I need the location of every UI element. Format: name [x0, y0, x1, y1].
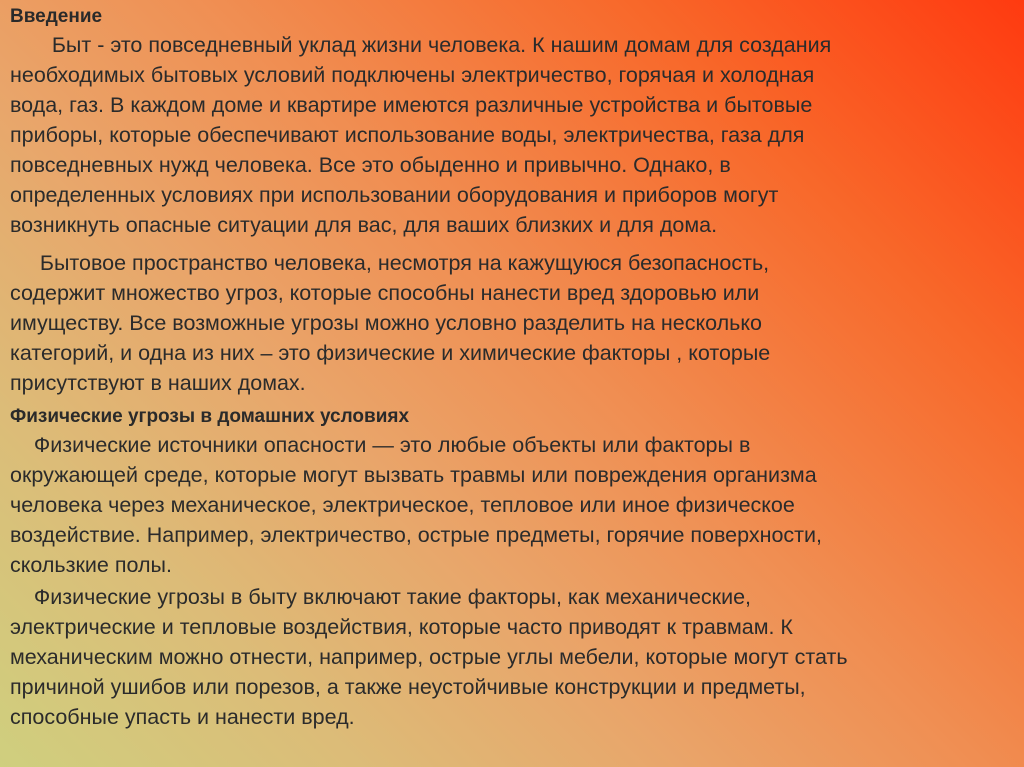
- paragraph-line: механическим можно отнести, например, острые углы мебели, которые могут стать: [10, 645, 848, 669]
- paragraph-line: вода, газ. В каждом доме и квартире имеются различные устройства и бытовые: [10, 93, 813, 117]
- paragraph-line: содержит множество угроз, которые способны нанести вред здоровью или: [10, 281, 760, 305]
- intro-heading: Введение: [10, 6, 103, 27]
- paragraph-line: категорий, и одна из них – это физические и химические факторы , которые: [10, 341, 771, 365]
- paragraph-line: скользкие полы.: [10, 553, 172, 577]
- paragraph-line: Физические источники опасности — это любые объекты или факторы в: [10, 433, 751, 457]
- paragraph-line: имуществу. Все возможные угрозы можно условно разделить на несколько: [10, 311, 762, 335]
- physical-paragraph-2: [10, 582, 1010, 732]
- paragraph-line: воздействие. Например, электричество, острые предметы, горячие поверхности,: [10, 523, 823, 547]
- paragraph-line: электрические и тепловые воздействия, которые часто приводят к травмам. К: [10, 615, 793, 639]
- paragraph-line: необходимых бытовых условий подключены электричество, горячая и холодная: [10, 63, 815, 87]
- intro-paragraph-1: [10, 30, 1010, 240]
- paragraph-line: способные упасть и нанести вред.: [10, 705, 355, 729]
- physical-paragraph-1: [10, 430, 1010, 580]
- paragraph-line: Быт - это повседневный уклад жизни человека. К нашим домам для создания: [10, 33, 832, 57]
- physical-threats-heading: Физические угрозы в домашних условиях: [10, 406, 410, 427]
- paragraph-line: определенных условиях при использовании оборудования и приборов могут: [10, 183, 779, 207]
- intro-paragraph-2: [10, 248, 1010, 398]
- slide-content: [10, 6, 1010, 732]
- paragraph-line: человека через механическое, электрическое, тепловое или иное физическое: [10, 493, 795, 517]
- paragraph-line: Физические угрозы в быту включают такие факторы, как механические,: [10, 585, 752, 609]
- paragraph-line: возникнуть опасные ситуации для вас, для ваших близких и для дома.: [10, 213, 718, 237]
- paragraph-line: приборы, которые обеспечивают использование воды, электричества, газа для: [10, 123, 805, 147]
- paragraph-line: Бытовое пространство человека, несмотря на кажущуюся безопасность,: [10, 251, 770, 275]
- paragraph-line: причиной ушибов или порезов, а также неустойчивые конструкции и предметы,: [10, 675, 806, 699]
- paragraph-line: окружающей среде, которые могут вызвать травмы или повреждения организма: [10, 463, 817, 487]
- paragraph-line: повседневных нужд человека. Все это обыденно и привычно. Однако, в: [10, 153, 731, 177]
- paragraph-line: присутствуют в наших домах.: [10, 371, 306, 395]
